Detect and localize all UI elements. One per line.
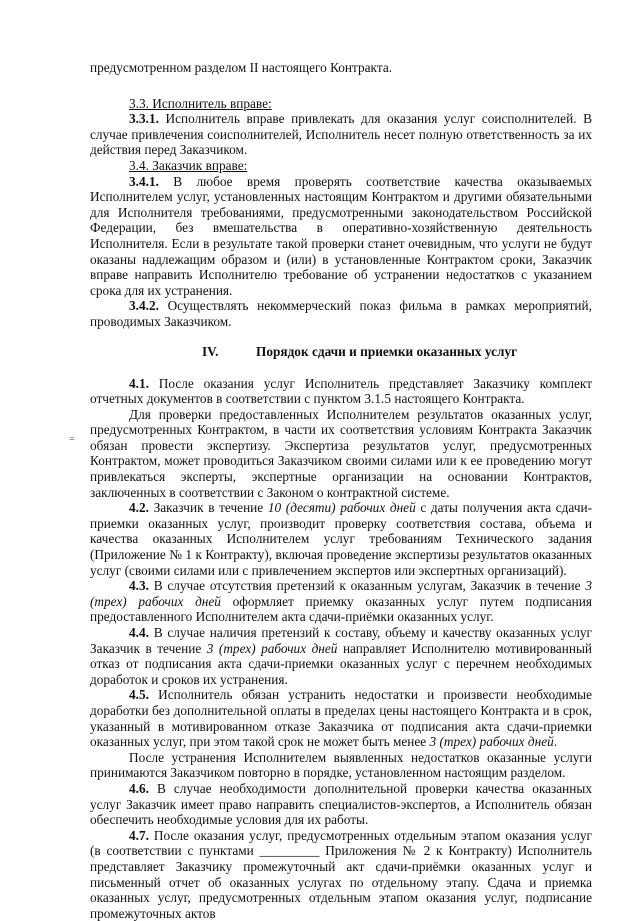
- clause-4-1: 4.1. После оказания услуг Исполнитель представляет Заказчику комплект отчетных документов в соответствии с пунктом 3.1.5 настоящего Контракта.: [90, 375, 592, 407]
- section-heading: IV. Порядок сдачи и приемки оказанных услуг: [202, 343, 518, 359]
- clause-4-1-expertise: Для проверки предоставленных Исполнителем результатов оказанных услуг, предусмотренных Контрактом, в части их соответствия условиям Контракта Заказчик обязан провести экспертизу. Экспертиза результатов услуг, предусмотренных Контрактом, может проводиться Заказчиком своими силами или к ее проведению могут привлекаться эксперты, экспертные организации на основании Контрактов, заключенных в соответствии с Законом о контрактной системе.: [90, 406, 592, 500]
- clause-4-2: 4.2. Заказчик в течение 10 (десяти) рабочих дней с даты получения акта сдачи-приемки оказанных услуг, производит проверку соответствия состава, объема и качества оказанных Исполнителем услуг требованиям Технического задания (Приложение № 1 к Контракту), включая проведение экспертизы результатов оказанных услуг (своими силами или с привлечением экспертов или экспертных организаций).: [90, 500, 593, 578]
- clause-4-6: 4.6. В случае необходимости дополнительной проверки качества оказанных услуг Заказчик имеет право направить специалистов-экспертов, а Исполнитель обязан обеспечить необходимые условия для их работы.: [90, 780, 592, 828]
- clause-3-4-2: 3.4.2. Осуществлять некоммерческий показ фильма в рамках мероприятий, проводимых Заказчиком.: [90, 298, 592, 329]
- clause-3-4-1: 3.4.1. В любое время проверять соответствие качества оказываемых Исполнителем услуг, установленных настоящим Контрактом и другими обязательными для Исполнителя требованиями, предусмотренными законодательством Российской Федерации, без вмешательства в оперативно-хозяйственную деятельность Исполнителя. Если в результате такой проверки станет очевидным, что услуги не будут оказаны надлежащим образом и (или) в установленные Контрактом сроки, Заказчик вправе направить Исполнителю требование об устранении недостатков с указанием срока для их устранения.: [90, 173, 592, 298]
- clause-3-3-1: 3.3.1. Исполнитель вправе привлекать для оказания услуг соисполнителей. В случае привлечения соисполнителей, Исполнитель несет полную ответственность за их действия перед Заказчиком.: [90, 111, 592, 158]
- continuation-line: предусмотренном разделом II настоящего Контракта.: [90, 60, 393, 75]
- clause-4-4: 4.4. В случае наличия претензий к составу, объему и качеству оказанных услуг Заказчик в течение 3 (трех) рабочих дней направляет Исполнителю мотивированный отказ от подписания акта сдачи-приемки оказанных услуг с перечнем необходимых доработок и сроков их устранения.: [90, 625, 592, 687]
- clause-4-7: 4.7. После оказания услуг, предусмотренных отдельным этапом оказания услуг (в соответствии с пунктами _________ Приложения № 2 к Контракту) Исполнитель представляет Заказчику промежуточный акт сдачи-приёмки оказанных услуг и письменный отчет об оказанных услугах по отдельному этапу. Сдача и приемка оказанных услуг, предусмотренных отдельным этапом оказания услуг, подписание промежуточных актов: [90, 827, 592, 921]
- heading-3-3: 3.3. Исполнитель вправе:: [129, 95, 272, 111]
- heading-3-4: 3.4. Заказчик вправе:: [129, 157, 248, 173]
- clause-4-5-reacceptance: После устранения Исполнителем выявленных недостатков оказанные услуги принимаются Заказчиком повторно в порядке, установленном настоящим разделом.: [90, 749, 592, 781]
- margin-mark: =: [69, 434, 75, 445]
- clause-4-5: 4.5. Исполнитель обязан устранить недостатки и произвести необходимые доработки без дополнительной оплаты в пределах цены настоящего Контракта и в срок, указанный в мотивированном отказе Заказчика от подписания акта сдачи-приемки оказанных услуг, при этом такой срок не может быть менее 3 (трех) рабочих дней.: [90, 687, 592, 750]
- clause-4-3: 4.3. В случае отсутствия претензий к оказанным услугам, Заказчик в течение 3 (трех) рабочих дней оформляет приемку оказанных услуг путем подписания предоставленного Исполнителем акта сдачи-приёмки оказанных услуг.: [90, 578, 593, 625]
